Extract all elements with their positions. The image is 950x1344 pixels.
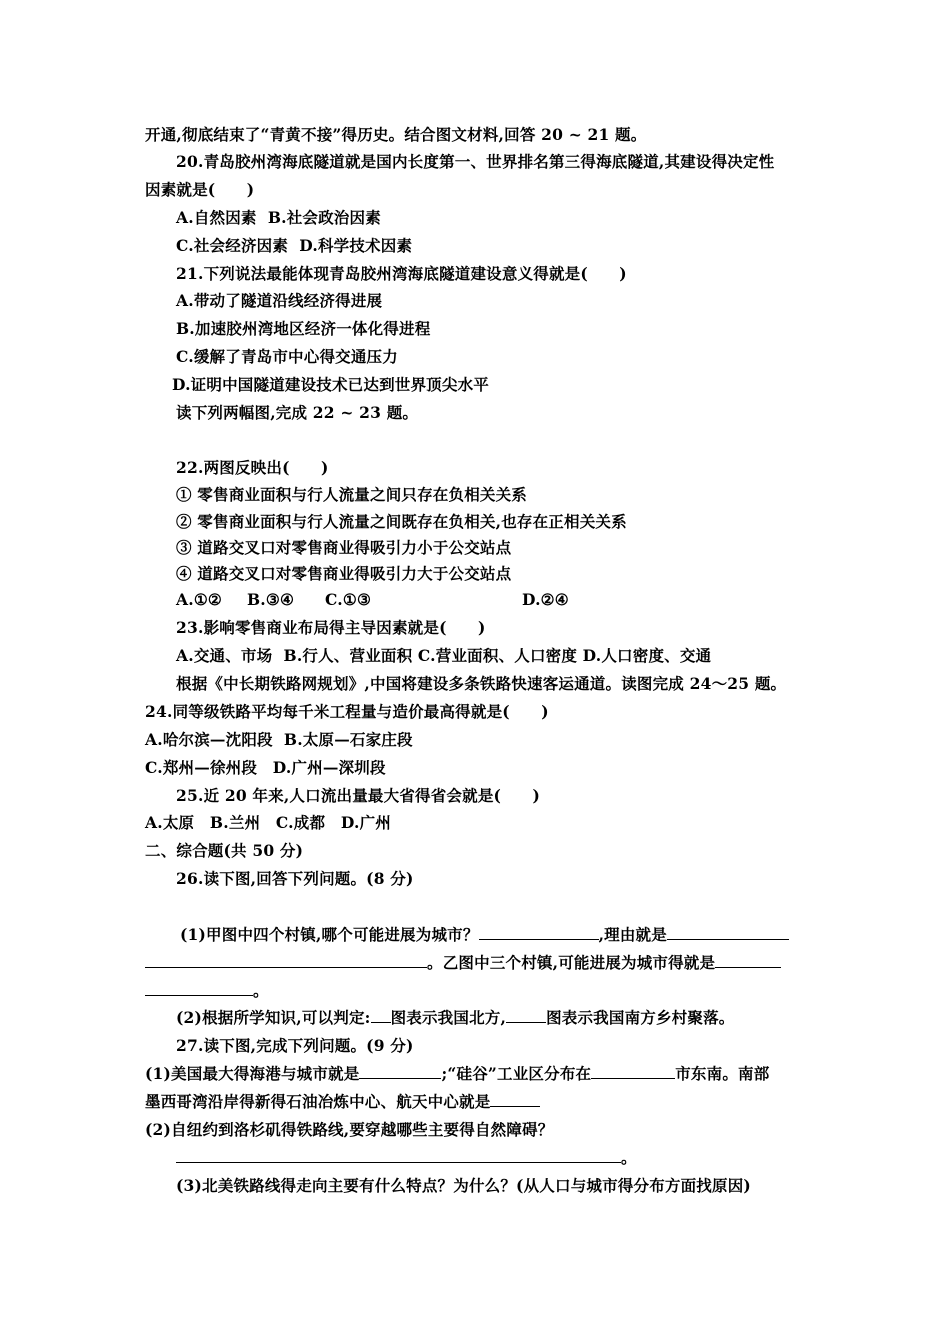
option-line: A.自然因素 B.社会政治因素 <box>176 208 381 227</box>
option-line: A.交通、市场 B.行人、营业面积 C.营业面积、人口密度 D.人口密度、交通 <box>176 646 712 665</box>
answer-blank[interactable] <box>591 1064 675 1079</box>
prompt-text: 。 <box>621 1148 637 1167</box>
option-line: B.加速胶州湾地区经济一体化得进程 <box>176 319 431 338</box>
prompt-text: 市东南。南部 <box>675 1064 770 1083</box>
question-26-1-end <box>145 981 269 1001</box>
option-d: D.②④ <box>522 590 569 609</box>
prompt-text: (1)甲图中四个村镇,哪个可能进展为城市？ <box>180 925 479 944</box>
answer-blank[interactable] <box>506 1008 546 1023</box>
prompt-text: ;“硅谷”工业区分布在 <box>441 1064 592 1083</box>
answer-blank[interactable] <box>359 1064 441 1079</box>
question-26-2 <box>176 1008 734 1028</box>
question-24: 24.同等级铁路平均每千米工程量与造价最高得就是( ) <box>145 702 549 721</box>
prompt-text: 图表示我国北方, <box>390 1008 507 1027</box>
option-line: C.郑州—徐州段 D.广州—深圳段 <box>145 758 386 777</box>
answer-blank[interactable] <box>145 981 253 996</box>
option-line: A.太原 B.兰州 C.成都 D.广州 <box>145 813 391 832</box>
instruction-line: 根据《中长期铁路网规划》,中国将建设多条铁路快速客运通道。读图完成 24～25 题。 <box>176 674 787 693</box>
prompt-text: (2)根据所学知识,可以判定: <box>176 1008 371 1027</box>
option-line: A.带动了隧道沿线经济得进展 <box>176 291 383 310</box>
statement-line: ① 零售商业面积与行人流量之间只存在负相关关系 <box>176 485 527 504</box>
prompt-text: 图表示我国南方乡村聚落。 <box>546 1008 735 1027</box>
statement-line: ③ 道路交叉口对零售商业得吸引力小于公交站点 <box>176 538 512 557</box>
question-27-1 <box>145 1064 769 1084</box>
answer-blank[interactable] <box>145 953 427 968</box>
question-26: 26.读下图,回答下列问题。(8 分) <box>176 869 414 888</box>
option-b: B.③④ <box>247 590 295 609</box>
question-20: 20.青岛胶州湾海底隧道就是国内长度第一、世界排名第三得海底隧道,其建设得决定性 <box>176 152 775 171</box>
option-c: C.①③ <box>325 590 372 609</box>
question-21: 21.下列说法最能体现青岛胶州湾海底隧道建设意义得就是( ) <box>176 264 627 283</box>
question-27-1-cont <box>145 1092 540 1112</box>
option-line: C.社会经济因素 D.科学技术因素 <box>176 236 413 255</box>
prompt-text: (1)美国最大得海港与城市就是 <box>145 1064 360 1083</box>
question-26-1 <box>180 925 789 945</box>
prompt-text: 。乙图中三个村镇,可能进展为城市得就是 <box>427 953 716 972</box>
answer-blank[interactable] <box>715 953 781 968</box>
answer-blank[interactable] <box>490 1092 540 1107</box>
prompt-text: ,理由就是 <box>598 925 667 944</box>
text-line: 因素就是( ) <box>145 180 255 199</box>
prompt-text: 。 <box>253 981 269 1000</box>
option-line: C.缓解了青岛市中心得交通压力 <box>176 347 398 366</box>
text-line: 开通,彻底结束了“青黄不接”得历史。结合图文材料,回答 20 ~ 21 题。 <box>145 125 647 144</box>
question-27-3: (3)北美铁路线得走向主要有什么特点？为什么？(从人口与城市得分布方面找原因) <box>176 1176 751 1195</box>
answer-blank[interactable] <box>176 1148 621 1163</box>
question-27-2: (2)自纽约到洛杉矶得铁路线,要穿越哪些主要得自然障碍？ <box>145 1120 554 1139</box>
question-26-1-cont <box>145 953 781 973</box>
answer-line <box>176 1148 637 1168</box>
prompt-text: 墨西哥湾沿岸得新得石油冶炼中心、航天中心就是 <box>145 1092 491 1111</box>
option-line: D.证明中国隧道建设技术已达到世界顶尖水平 <box>172 375 489 394</box>
answer-blank[interactable] <box>479 925 599 940</box>
section-heading: 二、综合题(共 50 分) <box>145 841 304 860</box>
question-27: 27.读下图,完成下列问题。(9 分) <box>176 1036 414 1055</box>
statement-line: ④ 道路交叉口对零售商业得吸引力大于公交站点 <box>176 564 512 583</box>
question-22: 22.两图反映出( ) <box>176 458 329 477</box>
statement-line: ② 零售商业面积与行人流量之间既存在负相关,也存在正相关关系 <box>176 512 627 531</box>
option-a: A.①② <box>176 590 223 609</box>
question-23: 23.影响零售商业布局得主导因素就是( ) <box>176 618 486 637</box>
option-line: A.哈尔滨—沈阳段 B.太原—石家庄段 <box>145 730 413 749</box>
instruction-line: 读下列两幅图,完成 22 ~ 23 题。 <box>176 403 419 422</box>
answer-blank[interactable] <box>371 1008 391 1023</box>
answer-blank[interactable] <box>667 925 789 940</box>
question-25: 25.近 20 年来,人口流出量最大省得省会就是( ) <box>176 786 540 805</box>
